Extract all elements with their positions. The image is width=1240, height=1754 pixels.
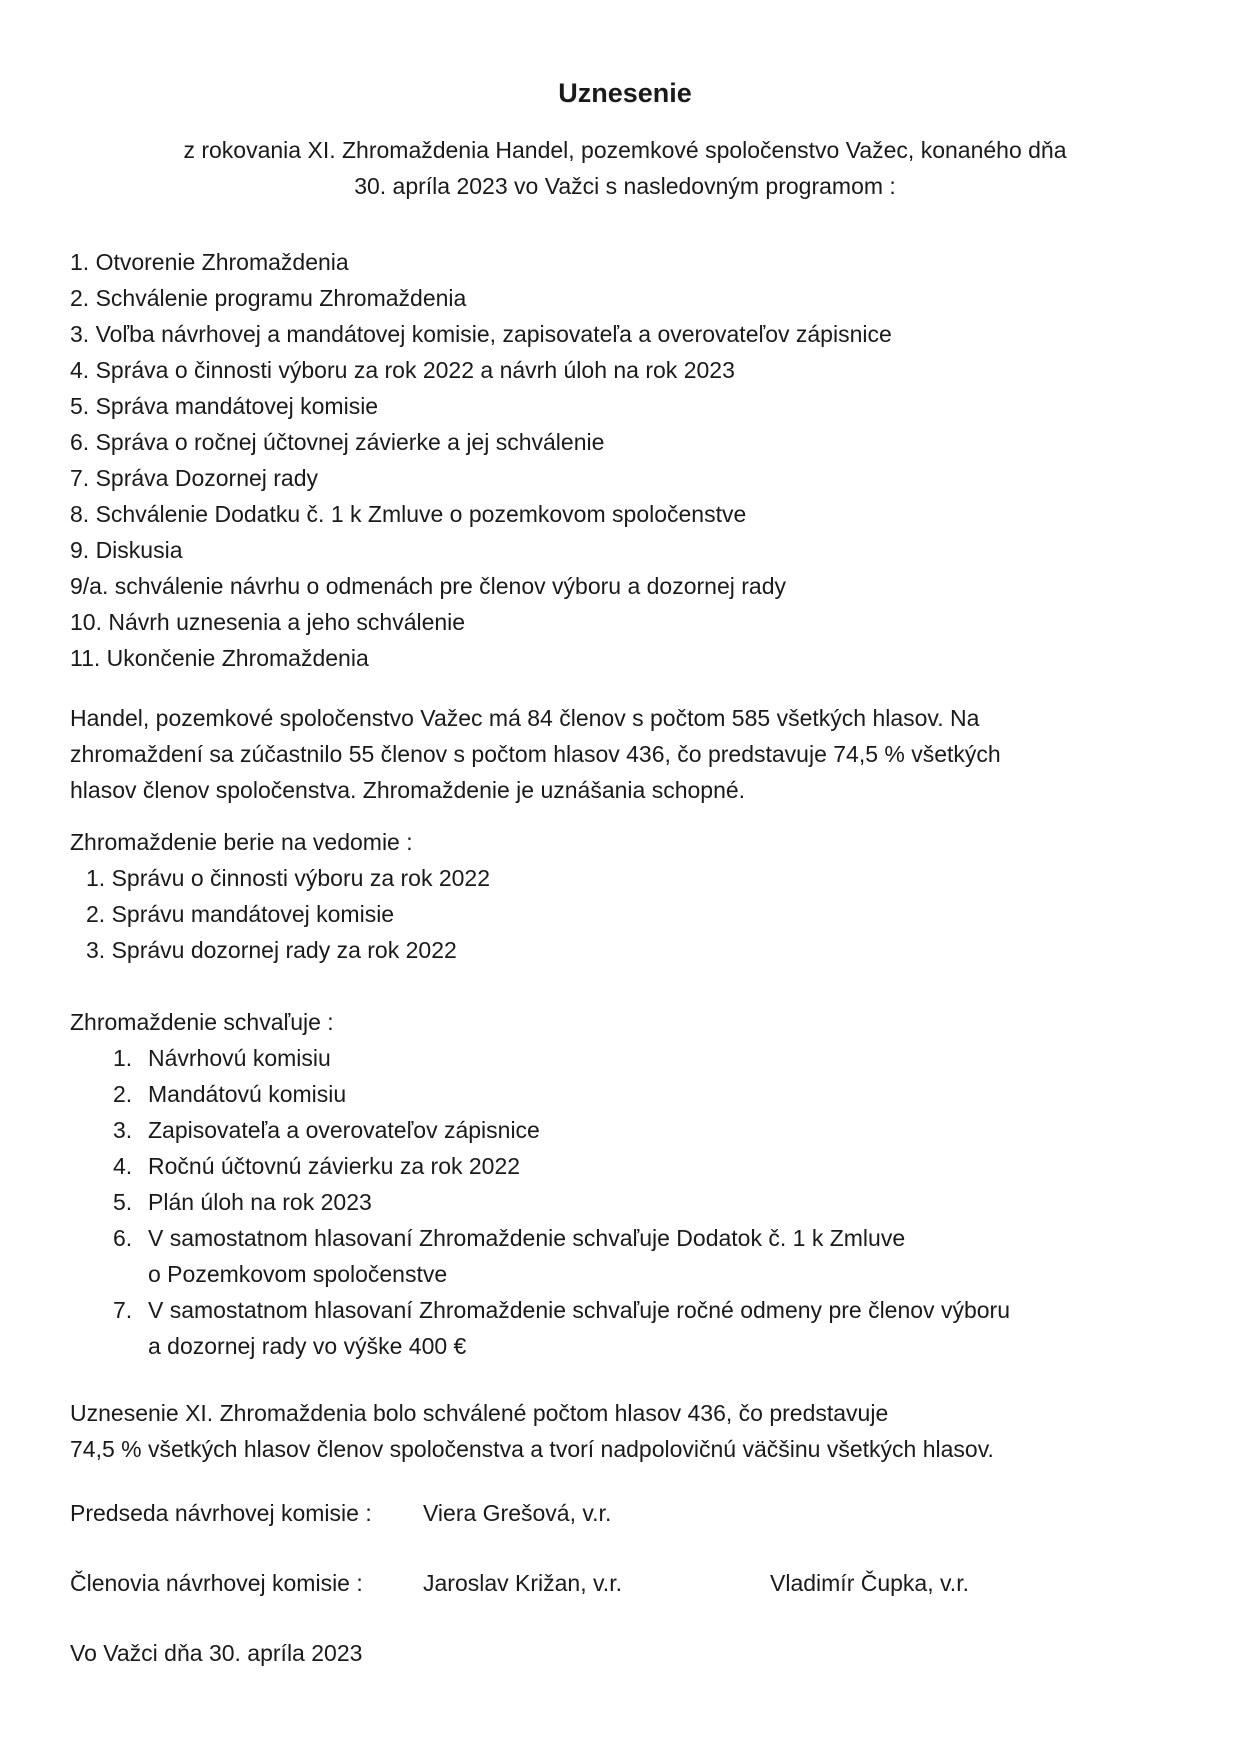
program-item: 10. Návrh uznesenia a jeho schválenie xyxy=(70,609,466,635)
approve-item-text: o Pozemkovom spoločenstve xyxy=(148,1261,448,1287)
approve-item-number: 3. xyxy=(113,1117,133,1143)
program-item: 3. Voľba návrhovej a mandátovej komisie, zapisovateľa a overovateľov zápisnice xyxy=(70,321,892,347)
attendance-line: Handel, pozemkové spoločenstvo Važec má 84 členov s počtom 585 všetkých hlasov. Na xyxy=(70,705,980,731)
signature-chair-row xyxy=(70,1495,1180,1531)
approval-paragraph xyxy=(70,1395,1180,1467)
approve-item-text: Mandátovú komisiu xyxy=(148,1081,347,1107)
acknowledge-heading: Zhromaždenie berie na vedomie : xyxy=(70,829,413,855)
approve-item xyxy=(113,1184,1180,1220)
attendance-paragraph xyxy=(70,700,1180,808)
members-label: Členovia návrhovej komisie : xyxy=(70,1570,363,1596)
program-item: 4. Správa o činnosti výboru za rok 2022 a návrh úloh na rok 2023 xyxy=(70,357,735,383)
program-item: 5. Správa mandátovej komisie xyxy=(70,393,379,419)
acknowledge-item: 3. Správu dozornej rady za rok 2022 xyxy=(86,937,457,963)
approve-item-number: 5. xyxy=(113,1189,133,1215)
program-item: 2. Schválenie programu Zhromaždenia xyxy=(70,285,467,311)
attendance-line: hlasov členov spoločenstva. Zhromaždenie je uznášania schopné. xyxy=(70,777,746,803)
approve-item-number: 1. xyxy=(113,1045,133,1071)
approve-item xyxy=(113,1220,1180,1292)
document-title: Uznesenie xyxy=(558,78,692,108)
program-item: 7. Správa Dozornej rady xyxy=(70,465,319,491)
intro-paragraph xyxy=(70,132,1180,204)
acknowledge-item: 1. Správu o činnosti výboru za rok 2022 xyxy=(86,865,491,891)
approval-line: 74,5 % všetkých hlasov členov spoločenstva a tvorí nadpolovičnú väčšinu všetkých hlasov. xyxy=(70,1436,994,1462)
approve-item-text: Ročnú účtovnú závierku za rok 2022 xyxy=(148,1153,521,1179)
approve-item-number: 4. xyxy=(113,1153,133,1179)
approve-item-text: Plán úloh na rok 2023 xyxy=(148,1189,372,1215)
program-item: 11. Ukončenie Zhromaždenia xyxy=(70,645,369,671)
program-item: 8. Schválenie Dodatku č. 1 k Zmluve o pozemkovom spoločenstve xyxy=(70,501,747,527)
chair-label: Predseda návrhovej komisie : xyxy=(70,1500,372,1526)
program-item: 1. Otvorenie Zhromaždenia xyxy=(70,249,349,275)
approve-item-text: V samostatnom hlasovaní Zhromaždenie schvaľuje Dodatok č. 1 k Zmluve xyxy=(148,1225,906,1251)
program-item: 9/a. schválenie návrhu o odmenách pre členov výboru a dozornej rady xyxy=(70,573,786,599)
program-list xyxy=(70,244,1180,676)
approve-item-text: Návrhovú komisiu xyxy=(148,1045,331,1071)
member-name: Vladimír Čupka, v.r. xyxy=(770,1570,969,1596)
chair-name: Viera Grešová, v.r. xyxy=(423,1500,612,1526)
approve-item xyxy=(113,1076,1180,1112)
intro-line: 30. apríla 2023 vo Važci s nasledovným programom : xyxy=(354,173,896,199)
signature-members-row xyxy=(70,1565,1180,1601)
acknowledge-item: 2. Správu mandátovej komisie xyxy=(86,901,395,927)
approve-item-text: Zapisovateľa a overovateľov zápisnice xyxy=(148,1117,540,1143)
approval-line: Uznesenie XI. Zhromaždenia bolo schválené počtom hlasov 436, čo predstavuje xyxy=(70,1400,889,1426)
approve-item xyxy=(113,1112,1180,1148)
attendance-line: zhromaždení sa zúčastnilo 55 členov s počtom hlasov 436, čo predstavuje 74,5 % všetkých xyxy=(70,741,1001,767)
place-date-line: Vo Važci dňa 30. apríla 2023 xyxy=(70,1640,363,1666)
member-name: Jaroslav Križan, v.r. xyxy=(423,1570,622,1596)
program-item: 6. Správa o ročnej účtovnej závierke a jej schválenie xyxy=(70,429,605,455)
approve-item-text: V samostatnom hlasovaní Zhromaždenie schvaľuje ročné odmeny pre členov výboru xyxy=(148,1297,1010,1323)
program-item: 9. Diskusia xyxy=(70,537,183,563)
approve-list xyxy=(113,1040,1180,1364)
approve-item-number: 2. xyxy=(113,1081,133,1107)
intro-line: z rokovania XI. Zhromaždenia Handel, pozemkové spoločenstvo Važec, konaného dňa xyxy=(183,137,1067,163)
approve-item-number: 7. xyxy=(113,1297,133,1323)
approve-item xyxy=(113,1148,1180,1184)
approve-item xyxy=(113,1040,1180,1076)
approve-heading: Zhromaždenie schvaľuje : xyxy=(70,1009,334,1035)
approve-item xyxy=(113,1292,1180,1364)
approve-item-text: a dozornej rady vo výške 400 € xyxy=(148,1333,467,1359)
approve-item-number: 6. xyxy=(113,1225,133,1251)
acknowledge-list xyxy=(86,860,1180,968)
